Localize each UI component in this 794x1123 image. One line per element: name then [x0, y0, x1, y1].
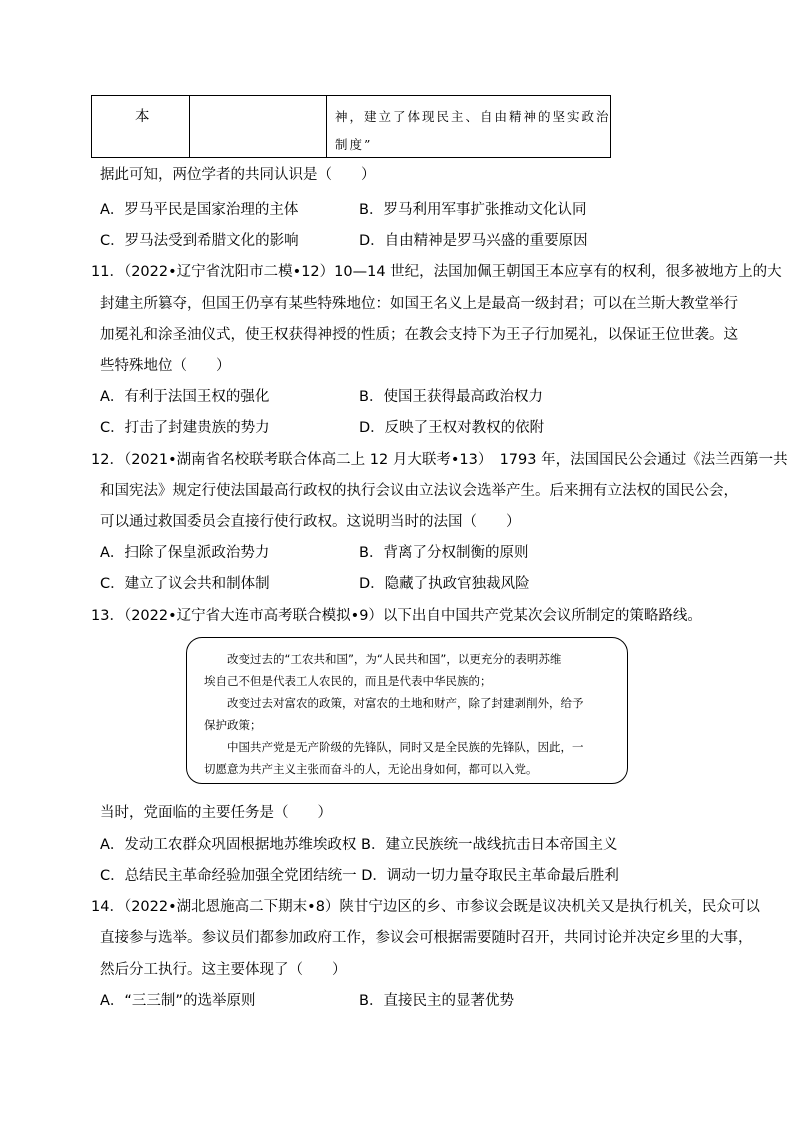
q10-option-a: A．罗马平民是国家治理的主体 [100, 202, 299, 218]
q14-option-b: B．直接民主的显著优势 [359, 993, 514, 1009]
q12-option-c: C．建立了议会共和制体制 [100, 576, 270, 592]
quote-line: 埃自己不但是代表工人农民的，而且是代表中华民族的； [204, 674, 492, 688]
q11-line2: 封建主所篡夺，但国王仍享有某些特殊地位：如国王名义上是最高一级封君；可以在兰斯大教堂举行 [100, 296, 738, 312]
q13-options-cd: C．总结民主革命经验加强全党团结统一 D．调动一切力量夺取民主革命最后胜利 [100, 868, 619, 884]
q11-option-a: A．有利于法国王权的强化 [100, 389, 270, 405]
quote-line: 切愿意为共产主义主张而奋斗的人，无论出身如何，都可以入党。 [204, 762, 538, 776]
quote-line: 保护政策； [204, 718, 262, 732]
q12-line3: 可以通过救国委员会直接行使行政权。这说明当时的法国（ ） [100, 514, 521, 530]
q13-options-ab: A．发动工农群众巩固根据地苏维埃政权 B．建立民族统一战线抗击日本帝国主义 [100, 837, 618, 853]
q11-line1: 11．（2022•辽宁省沈阳市二模•12）10—14 世纪，法国加佩王朝国王本应享有的权利，很多被地方上的大 [91, 264, 782, 280]
q11-option-c: C．打击了封建贵族的势力 [100, 420, 270, 436]
table-cell-col3-line1: 神，建立了体现民主、自由精神的坚实政治 [335, 109, 611, 124]
q12-option-d: D．隐藏了执政官独裁风险 [359, 576, 530, 592]
q13-stem: 当时，党面临的主要任务是（ ） [100, 805, 332, 821]
table-divider [189, 96, 190, 157]
q12-line2: 和国宪法》规定行使法国最高行政权的执行会议由立法议会选举产生。后来拥有立法权的国民公会， [100, 483, 738, 499]
q13-quote-box [186, 637, 628, 784]
q10-option-b: B．罗马利用军事扩张推动文化认同 [359, 202, 587, 218]
q11-line3: 加冕礼和涂圣油仪式，使王权获得神授的性质；在教会支持下为王子行加冕礼，以保证王位世袭。这 [100, 327, 738, 343]
q14-line3: 然后分工执行。这主要体现了（ ） [100, 962, 347, 978]
q11-option-d: D．反映了王权对教权的依附 [359, 420, 545, 436]
table-cell-col1: 本 [135, 109, 150, 125]
q11-option-b: B．使国王获得最高政治权力 [359, 389, 543, 405]
q10-option-d: D．自由精神是罗马兴盛的重要原因 [359, 233, 588, 249]
q10-stem: 据此可知，两位学者的共同认识是（ ） [100, 167, 376, 183]
quote-line: 改变过去对富农的政策，对富农的土地和财产，除了封建剥削外，给予 [227, 696, 584, 710]
q14-option-a: A．“三三制”的选举原则 [100, 993, 256, 1009]
table-cell-col3-line2: 制度” [335, 137, 373, 152]
q11-line4: 些特殊地位（ ） [100, 358, 231, 374]
q12-option-b: B．背离了分权制衡的原则 [359, 545, 529, 561]
table-divider [326, 96, 327, 157]
q12-line1: 12．（2021•湖南省名校联考联合体高二上 12 月大联考•13） 1793 年，法国国民公会通过《法兰西第一共 [91, 452, 788, 468]
q12-option-a: A．扫除了保皇派政治势力 [100, 545, 270, 561]
quote-line: 改变过去的“工农共和国”，为“人民共和国”，以更充分的表明苏维 [227, 652, 562, 666]
q14-line1: 14．（2022•湖北恩施高二下期末•8）陕甘宁边区的乡、市参议会既是议决机关又是执行机关，民众可以 [91, 899, 760, 915]
q14-line2: 直接参与选举。参议员们都参加政府工作，参议会可根据需要随时召开，共同讨论并决定乡里的大事， [100, 930, 753, 946]
q10-option-c: C．罗马法受到希腊文化的影响 [100, 233, 299, 249]
q13-line1: 13．（2022•辽宁省大连市高考联合模拟•9）以下出自中国共产党某次会议所制定的策略路线。 [91, 608, 702, 624]
quote-table-fragment [91, 95, 611, 158]
quote-line: 中国共产党是无产阶级的先锋队，同时又是全民族的先锋队，因此，一 [227, 740, 584, 754]
